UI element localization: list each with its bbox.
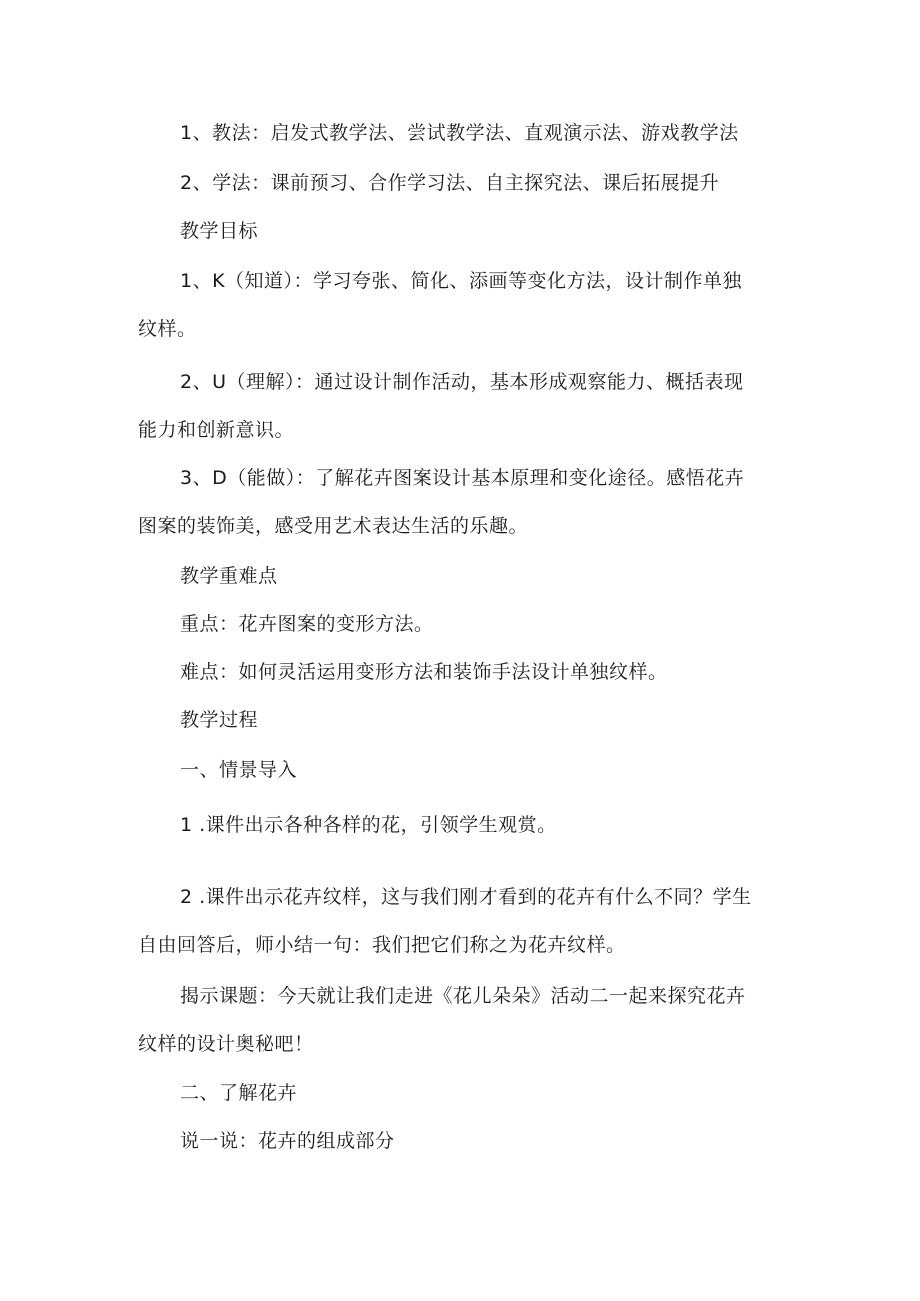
text-line-goal-d: 3、D（能做）：了解花卉图案设计基本原理和变化途径。感悟花卉 bbox=[180, 467, 745, 489]
text-line-reveal-topic-cont: 纹样的设计奥秘吧！ bbox=[138, 1033, 314, 1055]
text-line-goal-k-cont: 纹样。 bbox=[138, 318, 197, 340]
heading-understand-flowers: 二、了解花卉 bbox=[180, 1082, 298, 1104]
text-line-key-point: 重点：花卉图案的变形方法。 bbox=[180, 613, 434, 635]
text-line-reveal-topic: 揭示课题：今天就让我们走进《花儿朵朵》活动二一起来探究花卉 bbox=[180, 985, 746, 1007]
text-line-flower-parts: 说一说：花卉的组成部分 bbox=[180, 1130, 395, 1152]
text-line-goal-k: 1、K（知道）：学习夸张、简化、添画等变化方法，设计制作单独 bbox=[180, 270, 743, 292]
text-line-learning-method: 2、学法：课前预习、合作学习法、自主探究法、课后拓展提升 bbox=[180, 172, 720, 194]
heading-scene-intro: 一、情景导入 bbox=[180, 759, 298, 781]
text-line-intro-step-1: 1 .课件出示各种各样的花，引领学生观赏。 bbox=[180, 814, 557, 836]
heading-teaching-goals: 教学目标 bbox=[180, 220, 259, 242]
text-line-intro-step-2-cont: 自由回答后，师小结一句：我们把它们称之为花卉纹样。 bbox=[138, 934, 626, 956]
text-line-goal-u: 2、U（理解）：通过设计制作活动，基本形成观察能力、概括表现 bbox=[180, 371, 744, 393]
heading-key-difficult-points: 教学重难点 bbox=[180, 565, 278, 587]
text-line-goal-d-cont: 图案的装饰美，感受用艺术表达生活的乐趣。 bbox=[138, 515, 529, 537]
text-line-difficult-point: 难点：如何灵活运用变形方法和装饰手法设计单独纹样。 bbox=[180, 661, 668, 683]
text-line-intro-step-2: 2 .课件出示花卉纹样，这与我们刚才看到的花卉有什么不同？学生 bbox=[180, 886, 752, 908]
text-line-teaching-method: 1、教法：启发式教学法、尝试教学法、直观演示法、游戏教学法 bbox=[180, 122, 739, 144]
text-line-goal-u-cont: 能力和创新意识。 bbox=[138, 419, 295, 441]
heading-teaching-process: 教学过程 bbox=[180, 709, 259, 731]
